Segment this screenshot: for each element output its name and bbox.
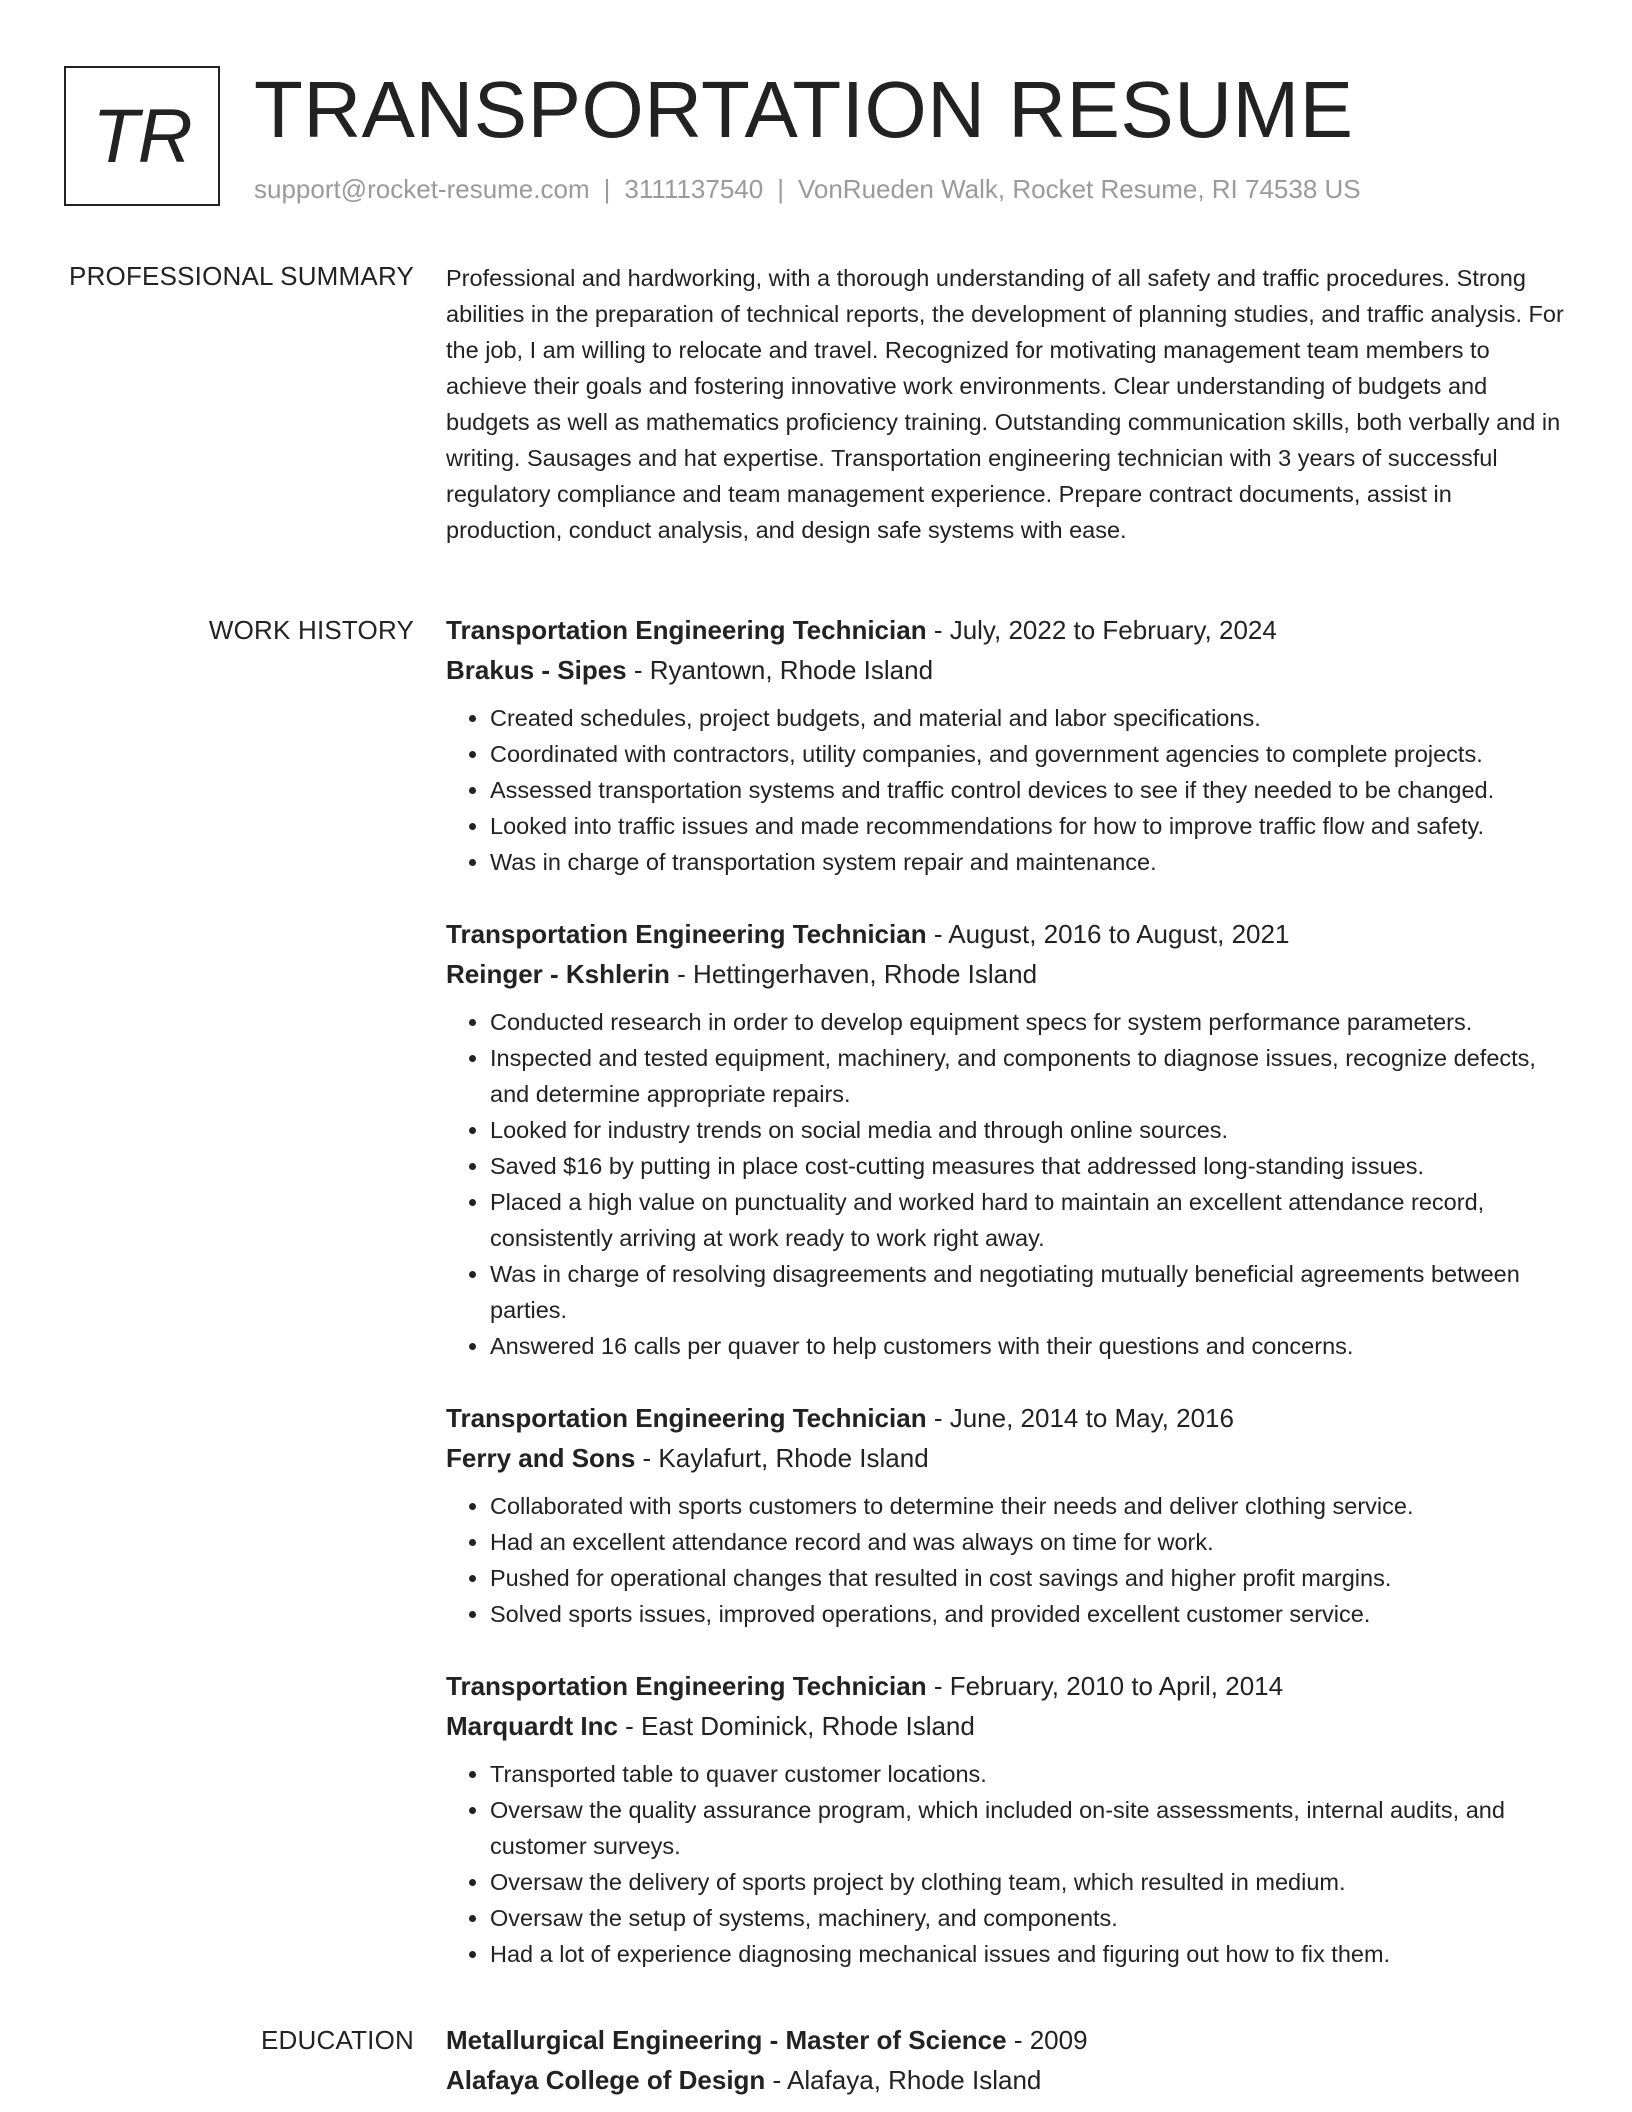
job-company-line bbox=[446, 1438, 1566, 1478]
job-location: - East Dominick, Rhode Island bbox=[617, 1711, 975, 1741]
job-location: - Hettingerhaven, Rhode Island bbox=[669, 959, 1038, 989]
job-bullet: • Assessed transportation systems and traffic control devices to see if they needed to be changed. bbox=[490, 772, 1566, 808]
job-bullet: • Coordinated with contractors, utility companies, and government agencies to complete projects. bbox=[490, 736, 1566, 772]
job-bullet: • Looked into traffic issues and made recommendations for how to improve traffic flow and safety. bbox=[490, 808, 1566, 844]
job-title: Transportation Engineering Technician bbox=[446, 919, 927, 949]
contact-phone: 3111137540 bbox=[624, 174, 764, 204]
job-entry bbox=[446, 914, 1566, 1364]
job-bullet: • Solved sports issues, improved operations, and provided excellent customer service. bbox=[490, 1596, 1566, 1632]
job-title-line bbox=[446, 1398, 1566, 1438]
job-company-line bbox=[446, 954, 1566, 994]
job-company: Marquardt Inc bbox=[446, 1711, 618, 1741]
job-dates: - February, 2010 to April, 2014 bbox=[926, 1671, 1284, 1701]
resume-header bbox=[64, 66, 1592, 210]
job-bullet: • Oversaw the setup of systems, machinery, and components. bbox=[490, 1900, 1566, 1936]
job-bullet: • Collaborated with sports customers to determine their needs and deliver clothing service. bbox=[490, 1488, 1566, 1524]
education-degree-line bbox=[446, 2020, 1566, 2060]
job-bullet: • Was in charge of transportation system repair and maintenance. bbox=[490, 844, 1566, 880]
job-company-line bbox=[446, 650, 1566, 690]
job-bullet: • Pushed for operational changes that resulted in cost savings and higher profit margins. bbox=[490, 1560, 1566, 1596]
job-dates: - July, 2022 to February, 2024 bbox=[926, 615, 1277, 645]
job-bullet: • Looked for industry trends on social media and through online sources. bbox=[490, 1112, 1566, 1148]
job-bullet: • Placed a high value on punctuality and worked hard to maintain an excellent attendance record, consistently arriving at work ready to work right away. bbox=[490, 1184, 1566, 1256]
education-heading: EDUCATION bbox=[261, 2025, 414, 2055]
job-bullet: • Oversaw the quality assurance program, which included on-site assessments, internal audits, and customer surveys. bbox=[490, 1792, 1566, 1864]
job-bullet-list bbox=[446, 700, 1566, 880]
summary-text: Professional and hardworking, with a thorough understanding of all safety and traffic procedures. Strong abilities in the preparation of technical reports, the development of planning studies, and traffic analysis. For the job, I am willing to relocate and travel. Recognized for motivating management team members to achieve their goals and fostering innovative work environments. Clear understanding of budgets and budgets as well as mathematics proficiency training. Outstanding communication skills, both verbally and in writing. Sausages and hat expertise. Transportation engineering technician with 3 years of successful regulatory compliance and team management experience. Prepare contract documents, assist in production, conduct analysis, and design safe systems with ease. bbox=[446, 265, 1564, 543]
education-body bbox=[446, 2020, 1566, 2100]
job-company: Brakus - Sipes bbox=[446, 655, 627, 685]
monogram-logo: TR bbox=[64, 66, 220, 206]
job-title-line bbox=[446, 610, 1566, 650]
job-bullet: • Inspected and tested equipment, machinery, and components to diagnose issues, recognize defects, and determine appropriate repairs. bbox=[490, 1040, 1566, 1112]
job-bullet: • Was in charge of resolving disagreements and negotiating mutually beneficial agreements between parties. bbox=[490, 1256, 1566, 1328]
summary-heading: PROFESSIONAL SUMMARY bbox=[69, 261, 414, 291]
job-bullet-list bbox=[446, 1756, 1566, 1972]
job-location: - Kaylafurt, Rhode Island bbox=[635, 1443, 929, 1473]
job-bullet: • Had a lot of experience diagnosing mechanical issues and figuring out how to fix them. bbox=[490, 1936, 1566, 1972]
job-bullet: • Conducted research in order to develop equipment specs for system performance parameters. bbox=[490, 1004, 1566, 1040]
job-title: Transportation Engineering Technician bbox=[446, 1403, 927, 1433]
job-bullet-list bbox=[446, 1488, 1566, 1632]
resume-title: TRANSPORTATION RESUME bbox=[254, 65, 1354, 154]
job-location: - Ryantown, Rhode Island bbox=[626, 655, 934, 685]
education-year: - 2009 bbox=[1006, 2025, 1088, 2055]
job-bullet: • Transported table to quaver customer locations. bbox=[490, 1756, 1566, 1792]
contact-line bbox=[254, 172, 1361, 206]
job-company: Ferry and Sons bbox=[446, 1443, 636, 1473]
job-bullet: • Created schedules, project budgets, and material and labor specifications. bbox=[490, 700, 1566, 736]
job-entry bbox=[446, 610, 1566, 880]
education-location: - Alafaya, Rhode Island bbox=[765, 2065, 1042, 2095]
work-history-body bbox=[446, 610, 1566, 2006]
work-history-heading: WORK HISTORY bbox=[208, 615, 414, 645]
job-title-line bbox=[446, 914, 1566, 954]
job-company-line bbox=[446, 1706, 1566, 1746]
job-entry bbox=[446, 1398, 1566, 1632]
education-degree: Metallurgical Engineering - Master of Science bbox=[446, 2025, 1007, 2055]
job-bullet: • Saved $16 by putting in place cost-cutting measures that addressed long-standing issues. bbox=[490, 1148, 1566, 1184]
job-dates: - August, 2016 to August, 2021 bbox=[926, 919, 1290, 949]
contact-separator: | bbox=[777, 174, 784, 204]
job-bullet: • Answered 16 calls per quaver to help customers with their questions and concerns. bbox=[490, 1328, 1566, 1364]
job-bullet-list bbox=[446, 1004, 1566, 1364]
job-title: Transportation Engineering Technician bbox=[446, 1671, 927, 1701]
job-bullet: • Had an excellent attendance record and was always on time for work. bbox=[490, 1524, 1566, 1560]
job-bullet: • Oversaw the delivery of sports project by clothing team, which resulted in medium. bbox=[490, 1864, 1566, 1900]
education-school: Alafaya College of Design bbox=[446, 2065, 766, 2095]
job-title: Transportation Engineering Technician bbox=[446, 615, 927, 645]
job-company: Reinger - Kshlerin bbox=[446, 959, 670, 989]
contact-separator: | bbox=[603, 174, 611, 204]
job-title-line bbox=[446, 1666, 1566, 1706]
contact-email: support@rocket-resume.com bbox=[254, 174, 590, 204]
summary-body bbox=[446, 260, 1566, 548]
job-dates: - June, 2014 to May, 2016 bbox=[926, 1403, 1234, 1433]
contact-address: VonRueden Walk, Rocket Resume, RI 74538 US bbox=[797, 174, 1361, 204]
education-school-line bbox=[446, 2060, 1566, 2100]
job-entry bbox=[446, 1666, 1566, 1972]
